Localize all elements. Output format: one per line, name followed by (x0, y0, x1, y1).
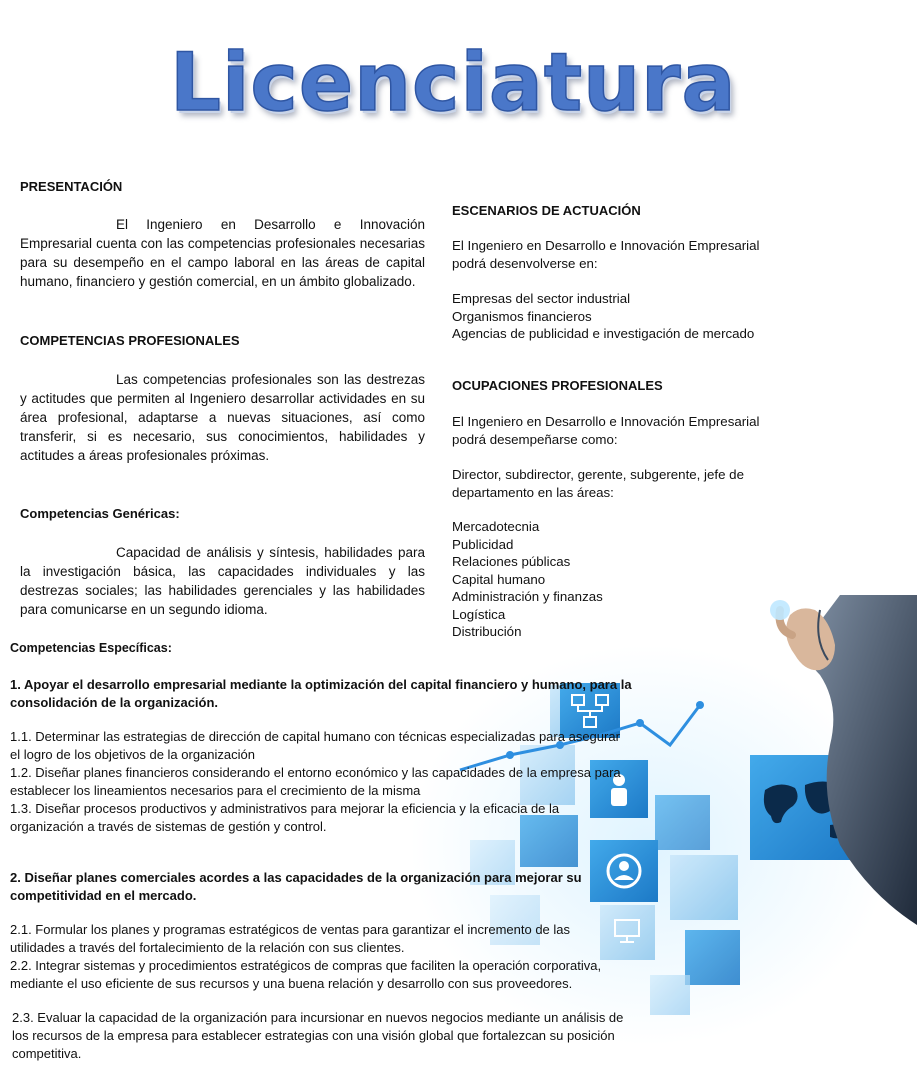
list-item: Logística (452, 606, 506, 622)
competencias-especificas-heading: Competencias Específicas: (10, 641, 172, 655)
ocupaciones-areas-list (452, 518, 603, 641)
ocupaciones-intro: El Ingeniero en Desarrollo e Innovación Empresarial podrá desempeñarse como: (452, 414, 760, 447)
competencia-1-details: 1.1. Determinar las estrategias de dirección de capital humano con técnicas especializadas para asegurar el logro de los objetivos de la organización 1.2. Diseñar planes financieros considerando el entorno económico y las capacidades de la empresa para establecer los lineamientos necesarios para el crecimiento de la misma 1.3. Diseñar procesos productivos y administrativos para mejorar la eficiencia y la eficacia de la organización a través de sistemas de gestión y control. (10, 729, 621, 834)
list-item: Agencias de publicidad e investigación de mercado (452, 326, 755, 341)
presentacion-text: El Ingeniero en Desarrollo e Innovación Empresarial cuenta con las competencias profesionales necesarias para su desempeño en el campo laboral en las áreas de capital humano, financiero y gestión comercial, en un ámbito globalizado. (20, 217, 425, 289)
competencias-genericas-text: Capacidad de análisis y síntesis, habilidades para la investigación básica, las capacidades individuales y las destrezas sociales; las habilidades gerenciales y las habilidades para comunicarse en un segundo idioma. (20, 545, 425, 617)
escenarios-heading: ESCENARIOS DE ACTUACIÓN (452, 203, 641, 218)
competencias-profesionales-heading: COMPETENCIAS PROFESIONALES (20, 333, 240, 348)
competencia-1-title: 1. Apoyar el desarrollo empresarial mediante la optimización del capital financiero y humano, para la consolidación de la organización. (10, 677, 632, 710)
list-item: Publicidad (452, 536, 514, 552)
escenarios-intro: El Ingeniero en Desarrollo e Innovación Empresarial podrá desenvolverse en: (452, 238, 760, 271)
competencias-profesionales-text: Las competencias profesionales son las destrezas y actitudes que permiten al Ingeniero desarrollar actividades en su área profesional, adaptarse a nuevas situaciones, así como transferir, si es necesario, sus conocimientos, habilidades y actitudes a áreas profesionales próximas. (20, 372, 425, 463)
competencia-2-details-b: 2.3. Evaluar la capacidad de la organización para incursionar en nuevos negocios mediante un análisis de los recursos de la empresa para establecer estrategias con una visión global que fortalezcan su posición competitiva. (12, 1010, 624, 1061)
competencia-2-details-a: 2.1. Formular los planes y programas estratégicos de ventas para garantizar el incremento de las utilidades a través del fortalecimiento de la relación con sus clientes. 2.2. Integrar sistemas y procedimientos estratégicos de compras que faciliten la operación corporativa, mediante el uso eficiente de sus recursos y una buena relación y desarrollo con sus proveedores. (10, 922, 602, 991)
escenarios-list (452, 290, 754, 343)
list-item: Distribución (452, 624, 522, 639)
competencias-genericas-heading: Competencias Genéricas: (20, 506, 180, 521)
ocupaciones-heading: OCUPACIONES PROFESIONALES (452, 378, 663, 393)
list-item: Administración y finanzas (452, 589, 603, 604)
competencia-2-title: 2. Diseñar planes comerciales acordes a las capacidades de la organización para mejorar su competitividad en el mercado. (10, 870, 582, 903)
list-item: Organismos financieros (452, 308, 592, 324)
list-item: Capital humano (452, 571, 546, 587)
presentacion-heading: PRESENTACIÓN (20, 179, 123, 194)
list-item: Mercadotecnia (452, 519, 540, 534)
list-item: Relaciones públicas (452, 554, 571, 569)
page-title: Licenciatura (170, 36, 737, 129)
list-item: Empresas del sector industrial (452, 291, 631, 306)
ocupaciones-roles: Director, subdirector, gerente, subgerente, jefe de departamento en las áreas: (452, 467, 744, 500)
